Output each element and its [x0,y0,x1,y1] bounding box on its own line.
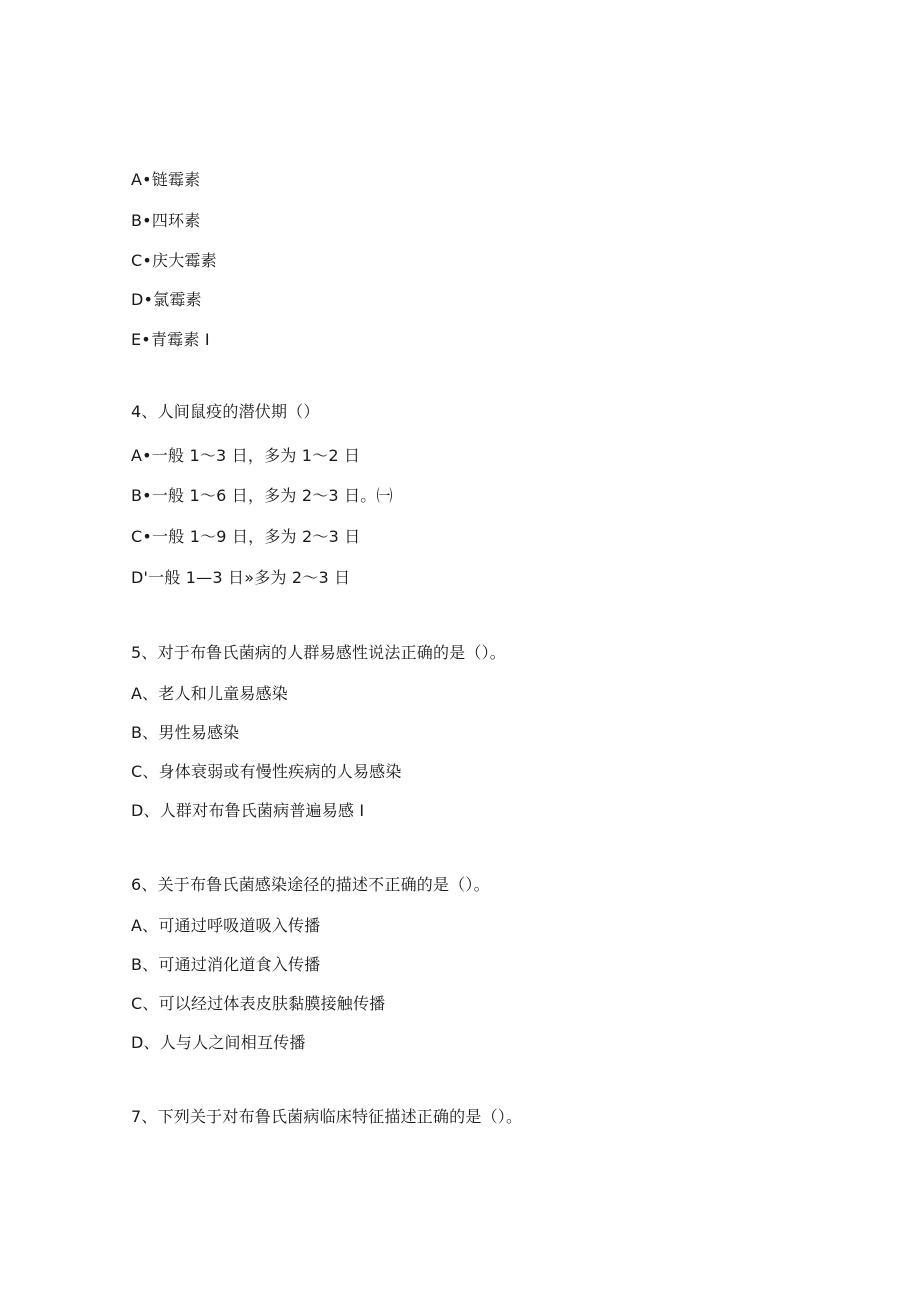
q6-option-d: D、人与人之间相互传播 [131,1033,306,1052]
question-6: 6、关于布鲁氏菌感染途径的描述不正确的是（）。 [131,875,490,894]
q4-option-c: C•一般 1～9 日，多为 2～3 日 [131,527,361,546]
option-e: E•青霉素 I [131,330,210,349]
option-b: B•四环素 [131,211,201,230]
q5-option-b: B、男性易感染 [131,723,240,742]
q5-option-a: A、老人和儿童易感染 [131,684,288,703]
option-c: C•庆大霉素 [131,251,217,270]
question-4: 4、人间鼠疫的潜伏期（） [131,402,320,421]
q4-option-b: B•一般 1～6 日，多为 2～3 日。㈠ [131,486,393,505]
option-d: D•氯霉素 [131,290,202,309]
question-7: 7、下列关于对布鲁氏菌病临床特征描述正确的是（）。 [131,1107,523,1126]
q5-option-c: C、身体衰弱或有慢性疾病的人易感染 [131,762,402,781]
q4-option-d: D'一般 1—3 日»多为 2～3 日 [131,568,351,587]
q6-option-b: B、可通过消化道食入传播 [131,955,321,974]
q6-option-a: A、可通过呼吸道吸入传播 [131,916,321,935]
q5-option-d: D、人群对布鲁氏菌病普遍易感 I [131,801,365,820]
q4-option-a: A•一般 1～3 日，多为 1～2 日 [131,446,361,465]
question-5: 5、对于布鲁氏菌病的人群易感性说法正确的是（）。 [131,643,506,662]
q6-option-c: C、可以经过体表皮肤黏膜接触传播 [131,994,386,1013]
option-a: A•链霉素 [131,170,201,189]
